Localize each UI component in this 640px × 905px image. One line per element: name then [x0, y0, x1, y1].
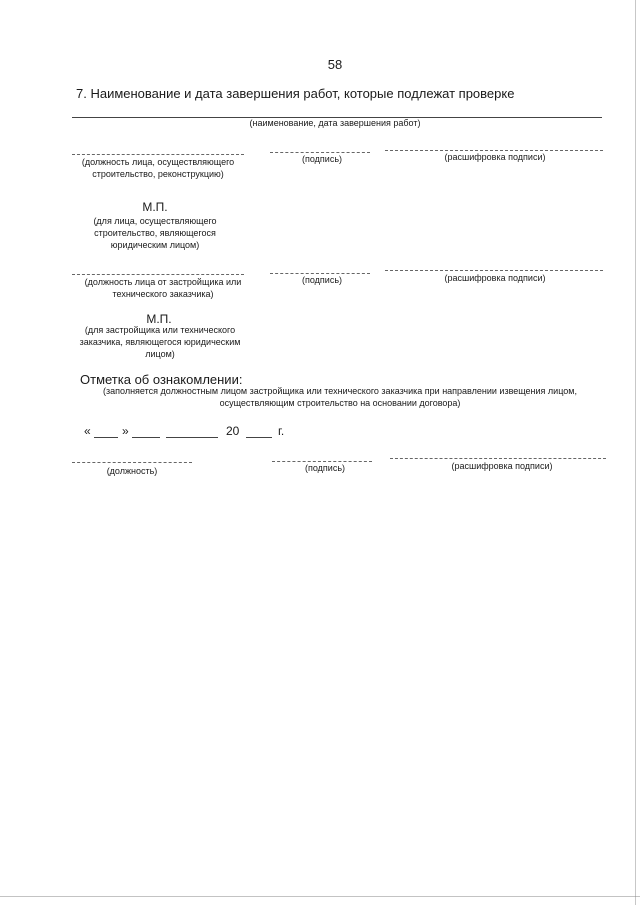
position-caption-2: (должность лица от застройщика или технического заказчика) — [84, 277, 242, 299]
seal-title-1: М.П. — [142, 200, 168, 214]
position-line-1 — [72, 154, 244, 155]
decoding-line-2 — [385, 270, 603, 271]
page-number: 58 — [327, 57, 343, 72]
signature-caption-1: (подпись) — [301, 154, 343, 164]
date-open-quote: « — [84, 424, 91, 438]
scan-edge-right — [635, 0, 636, 905]
month-blank-a[interactable] — [132, 437, 160, 438]
decoding-caption-2: (расшифровка подписи) — [444, 273, 546, 283]
date-close-quote: » — [122, 424, 129, 438]
acknowledgement-title: Отметка об ознакомлении: — [80, 372, 243, 387]
year-blank[interactable] — [246, 437, 272, 438]
month-blank-b[interactable] — [166, 437, 218, 438]
seal-caption-1: (для лица, осуществляющего строительство, являющегося юридическим лицом) — [93, 216, 217, 250]
acknowledgement-note: (заполняется должностным лицом застройщика или технического заказчика при направлении извещения лицом, осуществляющим строительство на основании договора) — [103, 386, 577, 408]
seal-caption-2: (для застройщика или технического заказчика, являющегося юридическим лицом) — [79, 325, 241, 359]
day-blank[interactable] — [94, 437, 118, 438]
position-line-3 — [72, 462, 192, 463]
year-prefix: 20 — [226, 424, 240, 438]
date-row — [84, 424, 304, 440]
decoding-caption-3: (расшифровка подписи) — [451, 461, 553, 471]
signature-caption-3: (подпись) — [304, 463, 346, 473]
decoding-caption-1: (расшифровка подписи) — [444, 152, 546, 162]
scan-edge-bottom — [0, 896, 640, 897]
seal-title-2: М.П. — [146, 312, 172, 326]
year-suffix: г. — [278, 424, 285, 438]
position-caption-1: (должность лица, осуществляющего строительство, реконструкцию) — [81, 157, 235, 179]
position-caption-3: (должность) — [106, 466, 158, 476]
position-line-2 — [72, 274, 244, 275]
section-title: 7. Наименование и дата завершения работ, которые подлежат проверке — [76, 86, 515, 101]
decoding-line-3 — [390, 458, 606, 459]
works-name-caption: (наименование, дата завершения работ) — [249, 118, 421, 128]
signature-caption-2: (подпись) — [301, 275, 343, 285]
